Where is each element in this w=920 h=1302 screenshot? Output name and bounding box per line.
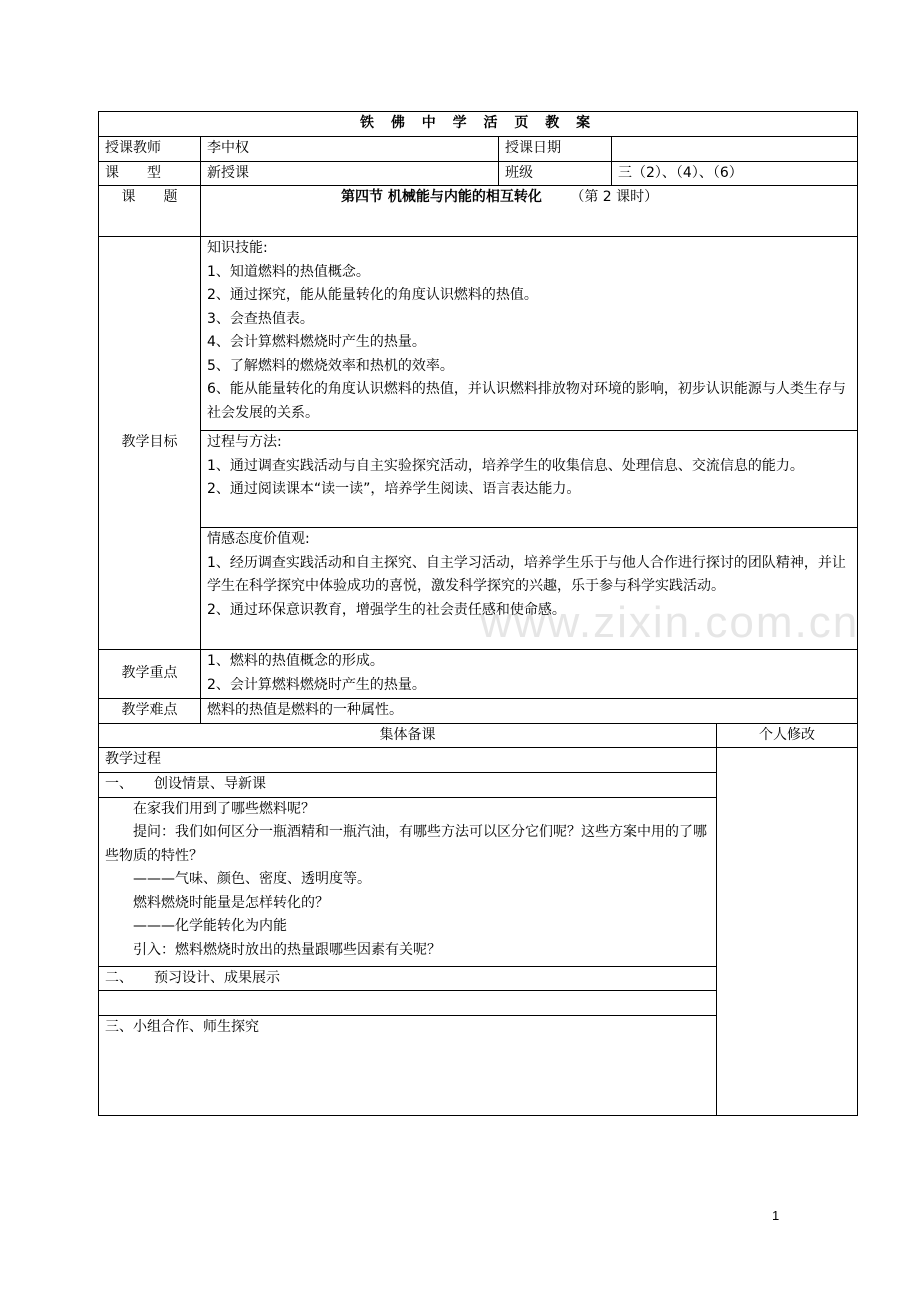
topic-period: （第 2 课时） <box>570 189 659 205</box>
content-line: 提问：我们如何区分一瓶酒精和一瓶汽油，有哪些方法可以区分它们呢？这些方案中用的了哪些物质的特性？ <box>105 824 707 864</box>
content-line: ———化学能转化为内能 <box>133 918 287 934</box>
section-2-content <box>99 991 717 1016</box>
knowledge-item: 3、会查热值表。 <box>207 310 314 327</box>
personal-edit-header: 个人修改 <box>717 723 858 748</box>
process-item: 2、通过阅读课本“读一读”，培养学生阅读、语言表达能力。 <box>207 481 581 497</box>
group-prep-header: 集体备课 <box>99 723 717 748</box>
knowledge-heading: 知识技能: <box>207 240 268 256</box>
process-item: 1、通过调查实践活动与自主实验探究活动，培养学生的收集信息、处理信息、交流信息的能力。 <box>207 457 804 474</box>
goals-process <box>201 431 858 528</box>
key-points-label: 教学重点 <box>99 650 201 699</box>
section-3-heading: 三、小组合作、师生探究 <box>99 1016 717 1116</box>
class-label: 班级 <box>499 161 612 186</box>
content-line: 燃料燃烧时能量是怎样转化的？ <box>133 894 329 911</box>
teacher-value: 李中权 <box>201 137 499 162</box>
type-value: 新授课 <box>201 161 499 186</box>
section-1-heading: 一、 创设情景、导新课 <box>99 772 717 797</box>
date-label: 授课日期 <box>499 137 612 162</box>
knowledge-item: 1、知道燃料的热值概念。 <box>207 263 370 280</box>
content-line: 引入：燃料燃烧时放出的热量跟哪些因素有关呢？ <box>133 941 441 958</box>
emotion-heading: 情感态度价值观: <box>207 531 310 547</box>
process-heading: 过程与方法: <box>207 434 282 450</box>
emotion-item: 2、通过环保意识教育，增强学生的社会责任感和使命感。 <box>207 601 566 618</box>
watermark: www.zixin.com.cn <box>480 598 860 647</box>
document-title: 铁 佛 中 学 活 页 教 案 <box>99 112 858 137</box>
section-1-content <box>99 797 717 966</box>
topic-cell <box>201 186 858 237</box>
class-value: 三（2）、（4）、（6） <box>612 161 858 186</box>
content-line: ———气味、颜色、密度、透明度等。 <box>133 871 371 887</box>
difficulty-label: 教学难点 <box>99 699 201 724</box>
goals-emotion <box>201 528 858 650</box>
difficulty-value: 燃料的热值是燃料的一种属性。 <box>201 699 858 724</box>
page-number: 1 <box>772 1208 780 1223</box>
type-label: 课 型 <box>99 161 201 186</box>
key-point-item: 1、燃料的热值概念的形成。 <box>207 653 384 669</box>
personal-edit-area <box>717 748 858 1116</box>
goals-label: 教学目标 <box>99 237 201 650</box>
goals-knowledge <box>201 237 858 431</box>
key-point-item: 2、会计算燃料燃烧时产生的热量。 <box>207 676 426 693</box>
topic-label: 课 题 <box>99 186 201 237</box>
teacher-label: 授课教师 <box>99 137 201 162</box>
key-points <box>201 650 858 699</box>
topic-title: 第四节 机械能与内能的相互转化 <box>341 189 542 205</box>
knowledge-item: 6、能从能量转化的角度认识燃料的热值，并认识燃料排放物对环境的影响，初步认识能源与人类生存与社会发展的关系。 <box>207 381 846 421</box>
section-2-heading: 二、 预习设计、成果展示 <box>99 966 717 991</box>
content-line: 在家我们用到了哪些燃料呢？ <box>133 800 315 817</box>
date-value <box>612 137 858 162</box>
emotion-item: 1、经历调查实践活动和自主探究、自主学习活动，培养学生乐于与他人合作进行探讨的团队精神，并让学生在科学探究中体验成功的喜悦，激发科学探究的兴趣，乐于参与科学实践活动。 <box>207 554 846 594</box>
lesson-plan-table <box>98 111 858 1116</box>
process-label: 教学过程 <box>99 748 717 773</box>
knowledge-item: 4、会计算燃料燃烧时产生的热量。 <box>207 334 426 350</box>
knowledge-item: 5、了解燃料的燃烧效率和热机的效率。 <box>207 357 454 374</box>
knowledge-item: 2、通过探究，能从能量转化的角度认识燃料的热值。 <box>207 287 538 303</box>
